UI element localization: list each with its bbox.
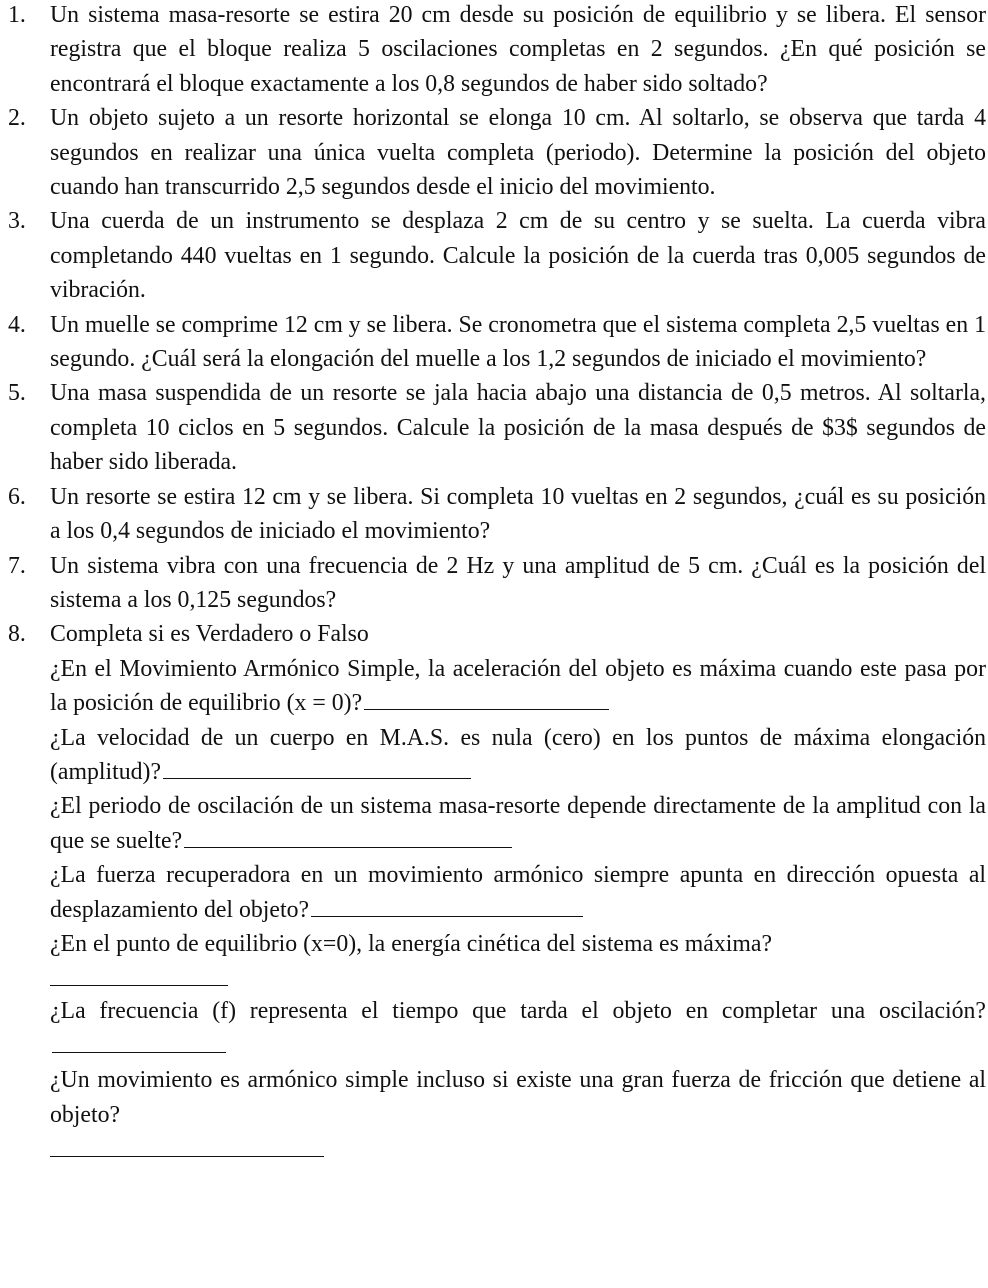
tf-question-5	[50, 927, 986, 986]
true-false-section	[8, 617, 986, 1157]
section-title: Completa si es Verdadero o Falso	[50, 621, 369, 648]
tf-question-text: ¿Un movimiento es armónico simple incluso si existe una gran fuerza de fricción que detiene al objeto?	[50, 1067, 986, 1128]
answer-blank[interactable]	[311, 894, 583, 917]
problem-text: Un objeto sujeto a un resorte horizontal se elonga 10 cm. Al soltarlo, se observa que tarda 4 segundos en realizar una única vuelta completa (periodo). Determine la posición del objeto cuando han transcurrido 2,5 segundos desde el inicio del movimiento.	[50, 105, 986, 201]
answer-blank[interactable]	[184, 825, 512, 848]
tf-question-text: ¿En el Movimiento Armónico Simple, la aceleración del objeto es máxima cuando este pasa por la posición de equilibrio (x = 0)?	[50, 655, 986, 717]
problem-list	[8, 0, 986, 1157]
problem-number: 4.	[8, 311, 26, 338]
problem-text: Un sistema vibra con una frecuencia de 2 Hz y una amplitud de 5 cm. ¿Cuál es la posición del sistema a los 0,125 segundos?	[50, 552, 986, 613]
tf-question-text: ¿La fuerza recuperadora en un movimiento armónico siempre apunta en dirección opuesta al desplazamiento del objeto?	[50, 862, 986, 923]
tf-question-1	[50, 652, 986, 721]
problem-number: 2.	[8, 105, 26, 132]
tf-question-3	[50, 789, 986, 858]
answer-blank[interactable]	[52, 1030, 226, 1053]
tf-question-7	[50, 1063, 986, 1157]
tf-question-2	[50, 721, 986, 790]
problem-number: 5.	[8, 380, 26, 407]
problem-1	[8, 0, 986, 101]
problem-text: Un muelle se comprime 12 cm y se libera. Se cronometra que el sistema completa 2,5 vueltas en 1 segundo. ¿Cuál será la elongación del muelle a los 1,2 segundos de iniciado el movimiento?	[50, 311, 986, 373]
problem-number: 3.	[8, 208, 26, 235]
tf-question-6	[50, 994, 986, 1063]
tf-question-text: ¿El periodo de oscilación de un sistema masa-resorte depende directamente de la amplitud con la que se suelte?	[50, 793, 986, 854]
problem-number: 8.	[8, 621, 26, 648]
problem-number: 6.	[8, 483, 26, 510]
tf-question-text: ¿La frecuencia (f) representa el tiempo que tarda el objeto en completar una oscilación?	[50, 998, 986, 1025]
tf-question-text: ¿La velocidad de un cuerpo en M.A.S. es nula (cero) en los puntos de máxima elongación (amplitud)?	[50, 724, 986, 785]
problem-text: Un resorte se estira 12 cm y se libera. Si completa 10 vueltas en 2 segundos, ¿cuál es su posición a los 0,4 segundos de iniciado el movimiento?	[50, 483, 986, 545]
problem-2	[8, 101, 986, 204]
problem-3	[8, 204, 986, 307]
true-false-list	[50, 652, 986, 1157]
problem-number: 7.	[8, 552, 26, 579]
problem-5	[8, 376, 986, 479]
problem-7	[8, 549, 986, 618]
problem-4	[8, 308, 986, 377]
answer-blank[interactable]	[50, 961, 228, 986]
exercise-sheet	[8, 0, 986, 1165]
problem-text: Una cuerda de un instrumento se desplaza 2 cm de su centro y se suelta. La cuerda vibra completando 440 vueltas en 1 segundo. Calcule la posición de la cuerda tras 0,005 segundos de vibración.	[50, 208, 986, 304]
problem-text: Una masa suspendida de un resorte se jala hacia abajo una distancia de 0,5 metros. Al soltarla, completa 10 ciclos en 5 segundos. Calcule la posición de la masa después de $3$ segundos de haber sido liberada.	[50, 380, 986, 476]
problem-text: Un sistema masa-resorte se estira 20 cm desde su posición de equilibrio y se libera. El sensor registra que el bloque realiza 5 oscilaciones completas en 2 segundos. ¿En qué posición se encontrará el bloque exactamente a los 0,8 segundos de haber sido soltado?	[50, 2, 986, 97]
tf-question-4	[50, 858, 986, 927]
answer-blank[interactable]	[163, 756, 471, 779]
problem-number: 1.	[8, 2, 26, 28]
answer-blank[interactable]	[50, 1132, 324, 1157]
answer-blank[interactable]	[364, 687, 609, 710]
tf-question-text: ¿En el punto de equilibrio (x=0), la energía cinética del sistema es máxima?	[50, 930, 773, 957]
problem-6	[8, 480, 986, 549]
